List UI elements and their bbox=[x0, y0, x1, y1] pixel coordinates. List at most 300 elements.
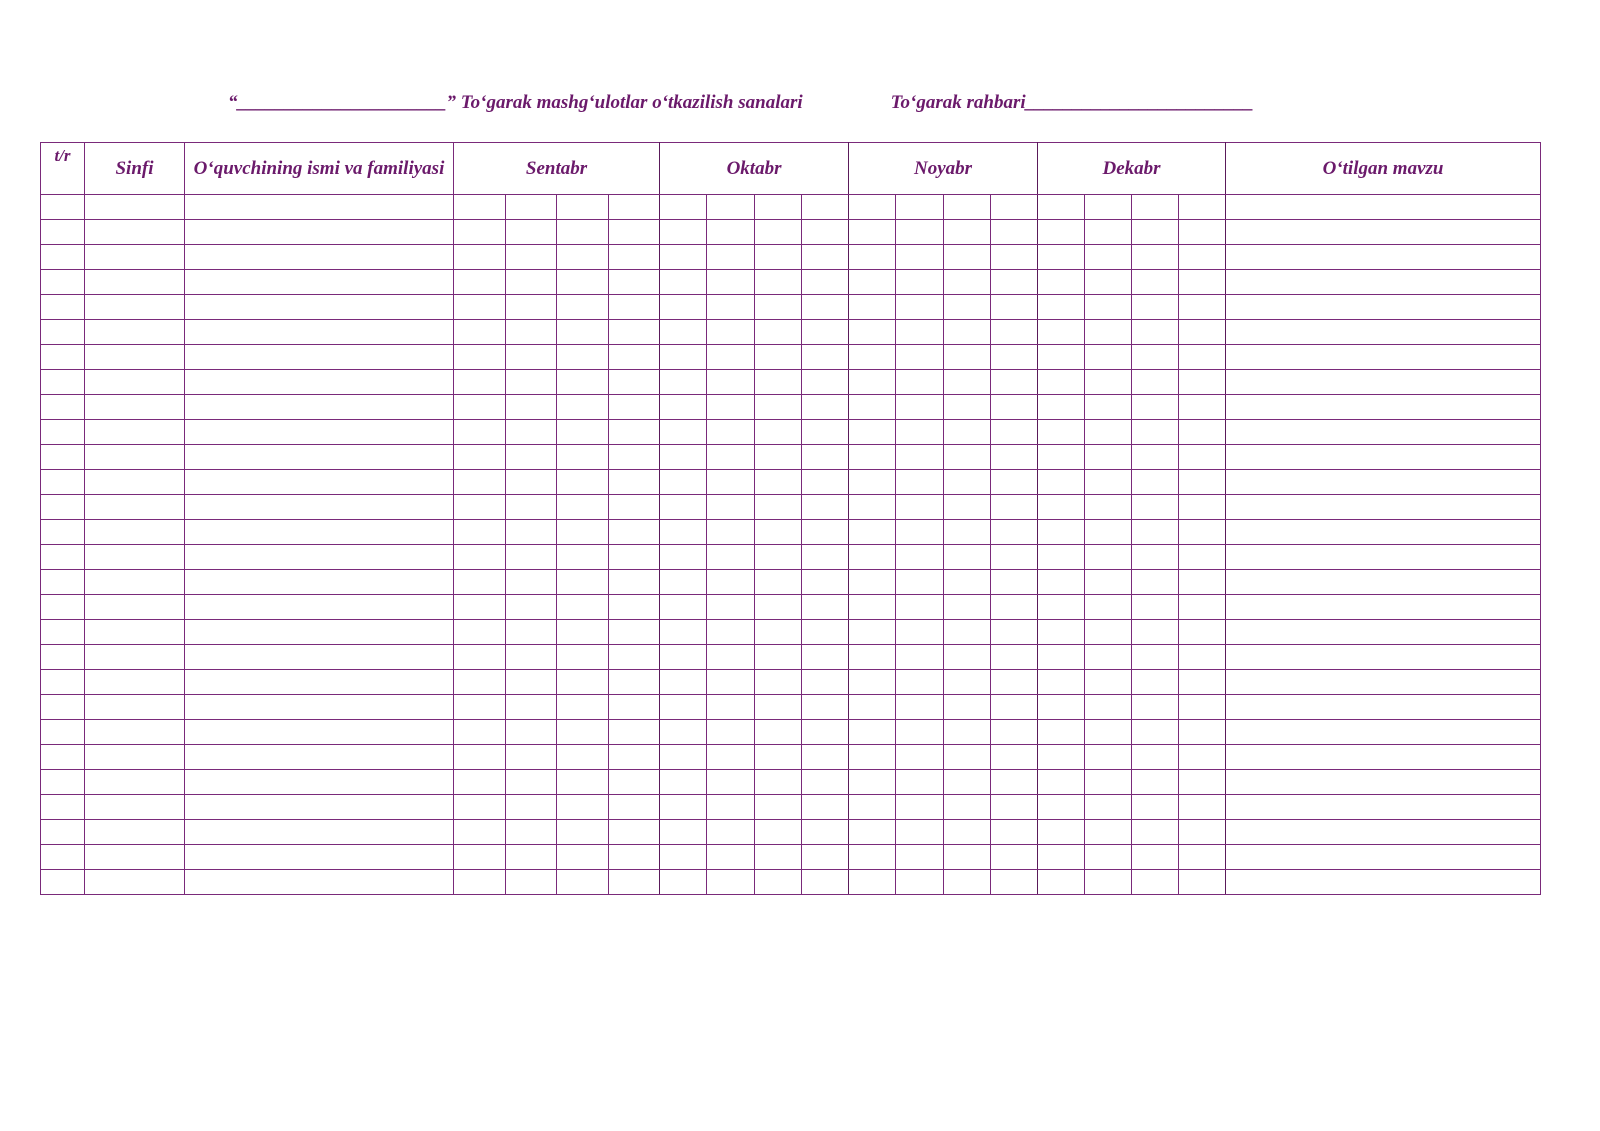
cell-date[interactable] bbox=[754, 845, 801, 870]
cell-date[interactable] bbox=[608, 245, 660, 270]
cell-date[interactable] bbox=[707, 545, 754, 570]
cell-date[interactable] bbox=[896, 220, 943, 245]
cell-number[interactable] bbox=[41, 595, 85, 620]
cell-grade[interactable] bbox=[85, 770, 185, 795]
cell-date[interactable] bbox=[1179, 570, 1226, 595]
cell-date[interactable] bbox=[454, 820, 506, 845]
cell-date[interactable] bbox=[990, 520, 1037, 545]
cell-date[interactable] bbox=[1085, 370, 1132, 395]
cell-date[interactable] bbox=[608, 220, 660, 245]
cell-date[interactable] bbox=[608, 345, 660, 370]
cell-date[interactable] bbox=[505, 520, 557, 545]
cell-grade[interactable] bbox=[85, 570, 185, 595]
cell-date[interactable] bbox=[505, 495, 557, 520]
cell-date[interactable] bbox=[754, 220, 801, 245]
cell-grade[interactable] bbox=[85, 620, 185, 645]
cell-date[interactable] bbox=[1132, 345, 1179, 370]
cell-date[interactable] bbox=[801, 395, 848, 420]
cell-topic[interactable] bbox=[1226, 670, 1541, 695]
cell-date[interactable] bbox=[1038, 270, 1085, 295]
cell-grade[interactable] bbox=[85, 795, 185, 820]
cell-date[interactable] bbox=[1085, 270, 1132, 295]
cell-date[interactable] bbox=[943, 295, 990, 320]
cell-date[interactable] bbox=[557, 295, 609, 320]
cell-date[interactable] bbox=[754, 420, 801, 445]
cell-date[interactable] bbox=[557, 195, 609, 220]
cell-date[interactable] bbox=[1132, 670, 1179, 695]
cell-date[interactable] bbox=[660, 245, 707, 270]
cell-date[interactable] bbox=[943, 370, 990, 395]
cell-date[interactable] bbox=[849, 820, 896, 845]
cell-date[interactable] bbox=[801, 595, 848, 620]
cell-date[interactable] bbox=[1038, 820, 1085, 845]
cell-student-name[interactable] bbox=[185, 570, 454, 595]
cell-date[interactable] bbox=[943, 545, 990, 570]
cell-topic[interactable] bbox=[1226, 520, 1541, 545]
cell-grade[interactable] bbox=[85, 645, 185, 670]
cell-grade[interactable] bbox=[85, 445, 185, 470]
cell-date[interactable] bbox=[557, 570, 609, 595]
cell-date[interactable] bbox=[557, 720, 609, 745]
cell-date[interactable] bbox=[1038, 470, 1085, 495]
cell-date[interactable] bbox=[707, 195, 754, 220]
cell-date[interactable] bbox=[707, 645, 754, 670]
cell-date[interactable] bbox=[849, 570, 896, 595]
cell-date[interactable] bbox=[943, 745, 990, 770]
cell-date[interactable] bbox=[505, 195, 557, 220]
cell-date[interactable] bbox=[896, 870, 943, 895]
cell-student-name[interactable] bbox=[185, 470, 454, 495]
cell-date[interactable] bbox=[1132, 320, 1179, 345]
cell-date[interactable] bbox=[454, 570, 506, 595]
cell-date[interactable] bbox=[608, 570, 660, 595]
cell-number[interactable] bbox=[41, 445, 85, 470]
cell-date[interactable] bbox=[454, 545, 506, 570]
cell-date[interactable] bbox=[754, 670, 801, 695]
cell-number[interactable] bbox=[41, 745, 85, 770]
cell-date[interactable] bbox=[849, 645, 896, 670]
cell-date[interactable] bbox=[454, 670, 506, 695]
cell-date[interactable] bbox=[454, 470, 506, 495]
cell-date[interactable] bbox=[943, 220, 990, 245]
cell-date[interactable] bbox=[754, 320, 801, 345]
cell-number[interactable] bbox=[41, 770, 85, 795]
cell-date[interactable] bbox=[990, 795, 1037, 820]
cell-student-name[interactable] bbox=[185, 370, 454, 395]
cell-grade[interactable] bbox=[85, 370, 185, 395]
cell-date[interactable] bbox=[990, 820, 1037, 845]
cell-date[interactable] bbox=[1085, 420, 1132, 445]
cell-date[interactable] bbox=[707, 770, 754, 795]
cell-date[interactable] bbox=[801, 245, 848, 270]
cell-date[interactable] bbox=[608, 295, 660, 320]
cell-date[interactable] bbox=[943, 770, 990, 795]
cell-topic[interactable] bbox=[1226, 620, 1541, 645]
cell-date[interactable] bbox=[707, 370, 754, 395]
cell-date[interactable] bbox=[801, 495, 848, 520]
cell-date[interactable] bbox=[849, 345, 896, 370]
cell-date[interactable] bbox=[608, 595, 660, 620]
cell-date[interactable] bbox=[660, 770, 707, 795]
cell-date[interactable] bbox=[1132, 645, 1179, 670]
cell-date[interactable] bbox=[849, 320, 896, 345]
cell-date[interactable] bbox=[608, 645, 660, 670]
cell-date[interactable] bbox=[557, 645, 609, 670]
cell-date[interactable] bbox=[801, 745, 848, 770]
cell-number[interactable] bbox=[41, 370, 85, 395]
cell-grade[interactable] bbox=[85, 295, 185, 320]
cell-date[interactable] bbox=[660, 820, 707, 845]
cell-date[interactable] bbox=[557, 845, 609, 870]
cell-date[interactable] bbox=[754, 645, 801, 670]
cell-date[interactable] bbox=[990, 495, 1037, 520]
cell-date[interactable] bbox=[1038, 195, 1085, 220]
cell-date[interactable] bbox=[608, 795, 660, 820]
cell-date[interactable] bbox=[849, 520, 896, 545]
cell-grade[interactable] bbox=[85, 745, 185, 770]
cell-date[interactable] bbox=[1179, 670, 1226, 695]
cell-date[interactable] bbox=[801, 570, 848, 595]
cell-date[interactable] bbox=[801, 445, 848, 470]
cell-date[interactable] bbox=[505, 820, 557, 845]
cell-date[interactable] bbox=[801, 195, 848, 220]
cell-date[interactable] bbox=[557, 745, 609, 770]
cell-grade[interactable] bbox=[85, 520, 185, 545]
cell-date[interactable] bbox=[1179, 520, 1226, 545]
cell-date[interactable] bbox=[608, 870, 660, 895]
cell-number[interactable] bbox=[41, 720, 85, 745]
cell-date[interactable] bbox=[505, 870, 557, 895]
cell-number[interactable] bbox=[41, 420, 85, 445]
cell-date[interactable] bbox=[454, 520, 506, 545]
cell-topic[interactable] bbox=[1226, 195, 1541, 220]
cell-date[interactable] bbox=[454, 795, 506, 820]
cell-date[interactable] bbox=[505, 595, 557, 620]
cell-date[interactable] bbox=[1179, 445, 1226, 470]
cell-student-name[interactable] bbox=[185, 545, 454, 570]
cell-date[interactable] bbox=[1179, 370, 1226, 395]
cell-date[interactable] bbox=[1038, 445, 1085, 470]
cell-number[interactable] bbox=[41, 645, 85, 670]
cell-date[interactable] bbox=[505, 720, 557, 745]
cell-date[interactable] bbox=[896, 295, 943, 320]
cell-date[interactable] bbox=[505, 295, 557, 320]
cell-date[interactable] bbox=[990, 620, 1037, 645]
cell-date[interactable] bbox=[1132, 245, 1179, 270]
cell-date[interactable] bbox=[754, 395, 801, 420]
cell-date[interactable] bbox=[1038, 720, 1085, 745]
cell-date[interactable] bbox=[849, 270, 896, 295]
cell-date[interactable] bbox=[943, 570, 990, 595]
cell-grade[interactable] bbox=[85, 320, 185, 345]
cell-date[interactable] bbox=[990, 245, 1037, 270]
cell-date[interactable] bbox=[896, 745, 943, 770]
cell-date[interactable] bbox=[608, 670, 660, 695]
cell-date[interactable] bbox=[660, 395, 707, 420]
cell-date[interactable] bbox=[1085, 695, 1132, 720]
cell-date[interactable] bbox=[896, 620, 943, 645]
cell-date[interactable] bbox=[660, 470, 707, 495]
cell-topic[interactable] bbox=[1226, 595, 1541, 620]
cell-date[interactable] bbox=[1132, 220, 1179, 245]
cell-date[interactable] bbox=[1085, 320, 1132, 345]
cell-date[interactable] bbox=[557, 270, 609, 295]
cell-date[interactable] bbox=[1132, 745, 1179, 770]
cell-number[interactable] bbox=[41, 870, 85, 895]
cell-date[interactable] bbox=[1132, 720, 1179, 745]
cell-student-name[interactable] bbox=[185, 845, 454, 870]
cell-date[interactable] bbox=[943, 270, 990, 295]
cell-date[interactable] bbox=[801, 220, 848, 245]
cell-date[interactable] bbox=[1085, 795, 1132, 820]
cell-date[interactable] bbox=[896, 370, 943, 395]
cell-date[interactable] bbox=[660, 645, 707, 670]
cell-date[interactable] bbox=[505, 845, 557, 870]
cell-date[interactable] bbox=[990, 870, 1037, 895]
cell-topic[interactable] bbox=[1226, 695, 1541, 720]
cell-date[interactable] bbox=[608, 845, 660, 870]
cell-date[interactable] bbox=[849, 495, 896, 520]
cell-date[interactable] bbox=[990, 195, 1037, 220]
cell-date[interactable] bbox=[1038, 645, 1085, 670]
cell-date[interactable] bbox=[707, 445, 754, 470]
cell-date[interactable] bbox=[1085, 645, 1132, 670]
cell-date[interactable] bbox=[1085, 470, 1132, 495]
cell-number[interactable] bbox=[41, 295, 85, 320]
cell-number[interactable] bbox=[41, 245, 85, 270]
cell-date[interactable] bbox=[990, 370, 1037, 395]
cell-date[interactable] bbox=[454, 620, 506, 645]
cell-date[interactable] bbox=[557, 820, 609, 845]
cell-number[interactable] bbox=[41, 345, 85, 370]
cell-grade[interactable] bbox=[85, 670, 185, 695]
cell-date[interactable] bbox=[1179, 345, 1226, 370]
cell-date[interactable] bbox=[608, 545, 660, 570]
cell-date[interactable] bbox=[896, 395, 943, 420]
cell-student-name[interactable] bbox=[185, 795, 454, 820]
cell-date[interactable] bbox=[707, 320, 754, 345]
cell-date[interactable] bbox=[896, 245, 943, 270]
cell-date[interactable] bbox=[896, 545, 943, 570]
cell-date[interactable] bbox=[660, 745, 707, 770]
cell-date[interactable] bbox=[557, 220, 609, 245]
cell-date[interactable] bbox=[707, 820, 754, 845]
cell-date[interactable] bbox=[849, 295, 896, 320]
cell-topic[interactable] bbox=[1226, 545, 1541, 570]
cell-topic[interactable] bbox=[1226, 470, 1541, 495]
cell-topic[interactable] bbox=[1226, 220, 1541, 245]
cell-date[interactable] bbox=[505, 770, 557, 795]
cell-date[interactable] bbox=[608, 520, 660, 545]
cell-date[interactable] bbox=[943, 595, 990, 620]
cell-date[interactable] bbox=[754, 245, 801, 270]
cell-date[interactable] bbox=[849, 245, 896, 270]
cell-date[interactable] bbox=[1038, 420, 1085, 445]
cell-topic[interactable] bbox=[1226, 320, 1541, 345]
cell-date[interactable] bbox=[454, 870, 506, 895]
cell-date[interactable] bbox=[1179, 720, 1226, 745]
cell-date[interactable] bbox=[849, 395, 896, 420]
cell-date[interactable] bbox=[557, 620, 609, 645]
cell-date[interactable] bbox=[557, 770, 609, 795]
cell-student-name[interactable] bbox=[185, 495, 454, 520]
cell-date[interactable] bbox=[1085, 820, 1132, 845]
cell-student-name[interactable] bbox=[185, 295, 454, 320]
cell-date[interactable] bbox=[1085, 445, 1132, 470]
cell-date[interactable] bbox=[557, 545, 609, 570]
cell-date[interactable] bbox=[660, 220, 707, 245]
cell-date[interactable] bbox=[896, 720, 943, 745]
cell-date[interactable] bbox=[849, 845, 896, 870]
cell-date[interactable] bbox=[1038, 370, 1085, 395]
cell-date[interactable] bbox=[707, 720, 754, 745]
cell-date[interactable] bbox=[1132, 595, 1179, 620]
cell-date[interactable] bbox=[660, 195, 707, 220]
cell-date[interactable] bbox=[557, 495, 609, 520]
cell-date[interactable] bbox=[707, 245, 754, 270]
cell-date[interactable] bbox=[1179, 620, 1226, 645]
cell-date[interactable] bbox=[1085, 720, 1132, 745]
cell-date[interactable] bbox=[1038, 245, 1085, 270]
cell-date[interactable] bbox=[943, 870, 990, 895]
cell-student-name[interactable] bbox=[185, 320, 454, 345]
cell-date[interactable] bbox=[660, 795, 707, 820]
cell-date[interactable] bbox=[660, 295, 707, 320]
cell-date[interactable] bbox=[505, 570, 557, 595]
cell-date[interactable] bbox=[1085, 495, 1132, 520]
cell-date[interactable] bbox=[754, 270, 801, 295]
cell-date[interactable] bbox=[801, 520, 848, 545]
cell-topic[interactable] bbox=[1226, 770, 1541, 795]
cell-date[interactable] bbox=[990, 570, 1037, 595]
cell-date[interactable] bbox=[1038, 745, 1085, 770]
cell-date[interactable] bbox=[801, 270, 848, 295]
cell-date[interactable] bbox=[557, 345, 609, 370]
cell-date[interactable] bbox=[660, 420, 707, 445]
cell-date[interactable] bbox=[1179, 645, 1226, 670]
cell-date[interactable] bbox=[454, 495, 506, 520]
cell-date[interactable] bbox=[849, 870, 896, 895]
cell-student-name[interactable] bbox=[185, 620, 454, 645]
cell-date[interactable] bbox=[801, 670, 848, 695]
cell-date[interactable] bbox=[943, 795, 990, 820]
cell-date[interactable] bbox=[1179, 595, 1226, 620]
cell-date[interactable] bbox=[660, 495, 707, 520]
cell-date[interactable] bbox=[1132, 520, 1179, 545]
cell-date[interactable] bbox=[1179, 820, 1226, 845]
cell-date[interactable] bbox=[1132, 395, 1179, 420]
cell-date[interactable] bbox=[896, 320, 943, 345]
cell-date[interactable] bbox=[754, 370, 801, 395]
cell-date[interactable] bbox=[990, 770, 1037, 795]
cell-grade[interactable] bbox=[85, 470, 185, 495]
cell-date[interactable] bbox=[1179, 745, 1226, 770]
cell-date[interactable] bbox=[1132, 445, 1179, 470]
cell-date[interactable] bbox=[801, 870, 848, 895]
cell-date[interactable] bbox=[1038, 845, 1085, 870]
cell-date[interactable] bbox=[707, 295, 754, 320]
cell-grade[interactable] bbox=[85, 395, 185, 420]
cell-topic[interactable] bbox=[1226, 870, 1541, 895]
cell-date[interactable] bbox=[608, 320, 660, 345]
cell-date[interactable] bbox=[1132, 620, 1179, 645]
cell-date[interactable] bbox=[943, 195, 990, 220]
cell-topic[interactable] bbox=[1226, 820, 1541, 845]
cell-date[interactable] bbox=[1085, 570, 1132, 595]
cell-grade[interactable] bbox=[85, 870, 185, 895]
cell-date[interactable] bbox=[660, 445, 707, 470]
cell-date[interactable] bbox=[707, 795, 754, 820]
cell-date[interactable] bbox=[707, 595, 754, 620]
cell-date[interactable] bbox=[707, 620, 754, 645]
cell-date[interactable] bbox=[1179, 270, 1226, 295]
cell-date[interactable] bbox=[1038, 795, 1085, 820]
cell-date[interactable] bbox=[896, 695, 943, 720]
cell-date[interactable] bbox=[1132, 545, 1179, 570]
cell-student-name[interactable] bbox=[185, 420, 454, 445]
cell-date[interactable] bbox=[754, 295, 801, 320]
cell-date[interactable] bbox=[1038, 545, 1085, 570]
cell-number[interactable] bbox=[41, 670, 85, 695]
cell-date[interactable] bbox=[1038, 595, 1085, 620]
cell-date[interactable] bbox=[505, 245, 557, 270]
cell-date[interactable] bbox=[1132, 570, 1179, 595]
cell-date[interactable] bbox=[1179, 295, 1226, 320]
cell-date[interactable] bbox=[943, 395, 990, 420]
cell-date[interactable] bbox=[608, 470, 660, 495]
cell-topic[interactable] bbox=[1226, 395, 1541, 420]
cell-date[interactable] bbox=[454, 420, 506, 445]
cell-date[interactable] bbox=[1179, 245, 1226, 270]
cell-date[interactable] bbox=[707, 520, 754, 545]
cell-topic[interactable] bbox=[1226, 570, 1541, 595]
cell-topic[interactable] bbox=[1226, 345, 1541, 370]
cell-date[interactable] bbox=[1132, 420, 1179, 445]
cell-date[interactable] bbox=[1179, 420, 1226, 445]
cell-date[interactable] bbox=[801, 420, 848, 445]
cell-date[interactable] bbox=[707, 220, 754, 245]
cell-date[interactable] bbox=[754, 745, 801, 770]
cell-date[interactable] bbox=[505, 220, 557, 245]
cell-date[interactable] bbox=[990, 645, 1037, 670]
cell-date[interactable] bbox=[801, 845, 848, 870]
cell-date[interactable] bbox=[660, 695, 707, 720]
cell-date[interactable] bbox=[505, 645, 557, 670]
cell-date[interactable] bbox=[660, 620, 707, 645]
cell-date[interactable] bbox=[557, 370, 609, 395]
cell-date[interactable] bbox=[454, 845, 506, 870]
cell-date[interactable] bbox=[1132, 295, 1179, 320]
cell-date[interactable] bbox=[454, 370, 506, 395]
cell-date[interactable] bbox=[943, 445, 990, 470]
cell-date[interactable] bbox=[660, 270, 707, 295]
cell-date[interactable] bbox=[896, 270, 943, 295]
cell-date[interactable] bbox=[896, 795, 943, 820]
cell-date[interactable] bbox=[754, 695, 801, 720]
cell-date[interactable] bbox=[707, 420, 754, 445]
cell-date[interactable] bbox=[801, 370, 848, 395]
cell-date[interactable] bbox=[1038, 870, 1085, 895]
cell-date[interactable] bbox=[801, 795, 848, 820]
cell-date[interactable] bbox=[1085, 595, 1132, 620]
cell-date[interactable] bbox=[801, 470, 848, 495]
cell-date[interactable] bbox=[454, 595, 506, 620]
cell-date[interactable] bbox=[557, 520, 609, 545]
cell-date[interactable] bbox=[454, 645, 506, 670]
cell-date[interactable] bbox=[505, 620, 557, 645]
cell-date[interactable] bbox=[754, 520, 801, 545]
cell-date[interactable] bbox=[707, 345, 754, 370]
